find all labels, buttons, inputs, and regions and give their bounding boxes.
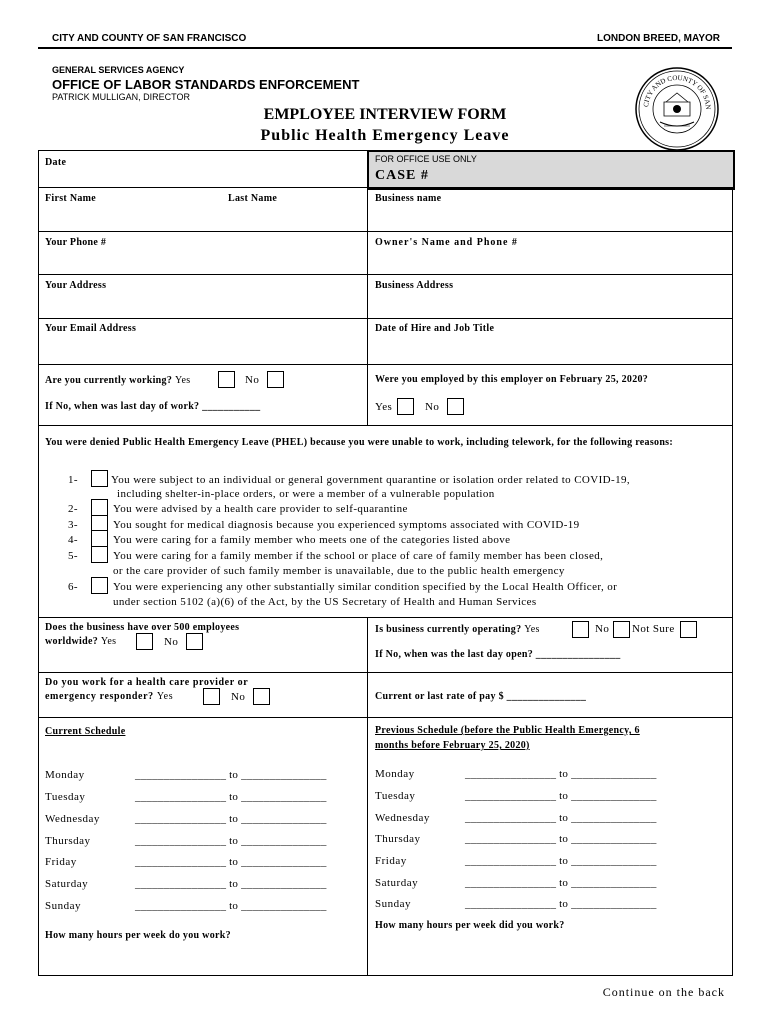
current-time-monday[interactable]: [135, 769, 327, 781]
end-time-blank: _______________: [241, 813, 327, 825]
to-label: to: [229, 791, 239, 803]
agency-name: GENERAL SERVICES AGENCY: [52, 65, 185, 75]
end-time-blank: _______________: [571, 855, 657, 867]
employees-yes-checkbox[interactable]: [136, 633, 153, 650]
end-time-blank: _______________: [241, 791, 327, 803]
reason-checkbox-2[interactable]: [91, 499, 108, 516]
employees-yes-label: Yes: [100, 636, 117, 647]
business-name-label: Business name: [375, 193, 442, 204]
start-time-blank: ________________: [465, 768, 557, 780]
employed-no-checkbox[interactable]: [447, 398, 464, 415]
table-mid-border-bottom: [367, 617, 368, 976]
previous-day-tuesday: Tuesday: [375, 790, 416, 802]
director-name: PATRICK MULLIGAN, DIRECTOR: [52, 92, 191, 102]
to-label: to: [559, 898, 569, 910]
previous-time-monday[interactable]: [465, 768, 657, 780]
hours-current-field[interactable]: [40, 946, 365, 972]
health-responder-text: emergency responder?: [45, 691, 154, 702]
row-divider: [38, 274, 733, 275]
reason-checkbox-5[interactable]: [91, 546, 108, 563]
operating-yes-checkbox[interactable]: [572, 621, 589, 638]
email-label: Your Email Address: [45, 323, 137, 334]
header-divider: [38, 47, 732, 49]
start-time-blank: ________________: [135, 878, 227, 890]
to-label: to: [559, 790, 569, 802]
to-label: to: [229, 835, 239, 847]
start-time-blank: ________________: [465, 877, 557, 889]
previous-time-tuesday[interactable]: [465, 790, 657, 802]
end-time-blank: _______________: [241, 769, 327, 781]
start-time-blank: ________________: [465, 812, 557, 824]
start-time-blank: ________________: [465, 898, 557, 910]
hire-field[interactable]: [370, 336, 730, 361]
to-label: to: [559, 833, 569, 845]
previous-day-monday: Monday: [375, 768, 415, 780]
row-divider: [38, 318, 733, 319]
previous-time-friday[interactable]: [465, 855, 657, 867]
employees-question: Does the business have over 500 employees: [45, 622, 240, 633]
operating-no-checkbox[interactable]: [613, 621, 630, 638]
employees-question-cont: [45, 636, 116, 647]
reason-text-3: You sought for medical diagnosis because you experienced symptoms associated with COVID-19: [113, 519, 580, 531]
reason-number-2: 2-: [68, 503, 78, 515]
current-day-monday: Monday: [45, 769, 85, 781]
end-time-blank: _______________: [571, 877, 657, 889]
current-day-sunday: Sunday: [45, 900, 81, 912]
last-day-worked: If No, when was last day of work? ___________: [45, 401, 261, 412]
owner-label: Owner's Name and Phone #: [375, 237, 518, 248]
current-day-friday: Friday: [45, 856, 77, 868]
reason-number-3: 3-: [68, 519, 78, 531]
start-time-blank: ________________: [465, 833, 557, 845]
end-time-blank: _______________: [241, 835, 327, 847]
phone-field[interactable]: [40, 250, 365, 272]
start-time-blank: ________________: [465, 790, 557, 802]
form-subtitle: Public Health Emergency Leave: [260, 127, 510, 144]
reason-text-6-cont: under section 5102 (a)(6) of the Act, by the US Secretary of Health and Human Services: [113, 596, 537, 608]
operating-no-label: No: [595, 623, 610, 635]
previous-day-saturday: Saturday: [375, 877, 419, 889]
end-time-blank: _______________: [241, 878, 327, 890]
business-address-label: Business Address: [375, 280, 454, 291]
reason-checkbox-4[interactable]: [91, 530, 108, 547]
reason-text-1-cont: including shelter-in-place orders, or were a member of a vulnerable population: [117, 488, 495, 500]
hours-previous-field[interactable]: [370, 936, 730, 972]
end-time-blank: _______________: [571, 790, 657, 802]
to-label: to: [229, 900, 239, 912]
row-divider: [38, 231, 733, 232]
previous-time-sunday[interactable]: [465, 898, 657, 910]
operating-yes-label: Yes: [524, 624, 540, 635]
reason-text-4: You were caring for a family member who meets one of the categories listed above: [113, 534, 511, 546]
working-yes-checkbox[interactable]: [218, 371, 235, 388]
current-time-friday[interactable]: [135, 856, 327, 868]
office-name: OFFICE OF LABOR STANDARDS ENFORCEMENT: [52, 77, 360, 92]
health-question: Do you work for a health care provider or: [45, 677, 249, 688]
previous-time-thursday[interactable]: [465, 833, 657, 845]
business-name-field[interactable]: [370, 206, 730, 228]
employees-worldwide-text: worldwide?: [45, 636, 98, 647]
continue-note: Continue on the back: [602, 985, 725, 999]
start-time-blank: ________________: [135, 791, 227, 803]
health-question-cont: [45, 691, 173, 702]
employees-no-checkbox[interactable]: [186, 633, 203, 650]
reason-text-5: You were caring for a family member if the school or place of care of family member has been closed,: [113, 550, 604, 562]
current-time-saturday[interactable]: [135, 878, 327, 890]
previous-day-sunday: Sunday: [375, 898, 411, 910]
row-divider: [38, 617, 733, 618]
reason-checkbox-1[interactable]: [91, 470, 108, 487]
case-number-label: CASE #: [375, 168, 429, 183]
employed-yes-checkbox[interactable]: [397, 398, 414, 415]
start-time-blank: ________________: [465, 855, 557, 867]
current-day-tuesday: Tuesday: [45, 791, 86, 803]
to-label: to: [559, 768, 569, 780]
working-no-checkbox[interactable]: [267, 371, 284, 388]
row-divider: [38, 187, 733, 188]
reason-text-6: You were experiencing any other substantially similar condition specified by the Local Health Officer, or: [113, 581, 618, 593]
hours-current-question: How many hours per week do you work?: [45, 930, 231, 941]
reason-text-2: You were advised by a health care provider to self-quarantine: [113, 503, 408, 515]
to-label: to: [559, 812, 569, 824]
current-schedule-title: Current Schedule: [45, 726, 126, 737]
employed-question: Were you employed by this employer on February 25, 2020?: [375, 374, 649, 385]
reason-number-5: 5-: [68, 550, 78, 562]
not-sure-label: Not Sure: [632, 623, 675, 635]
row-divider: [38, 425, 733, 426]
health-no-label: No: [231, 691, 246, 703]
last-day-open: If No, when was the last day open? ________________: [375, 649, 621, 660]
start-time-blank: ________________: [135, 813, 227, 825]
hours-previous-question: How many hours per week did you work?: [375, 920, 565, 931]
current-day-saturday: Saturday: [45, 878, 89, 890]
previous-time-wednesday[interactable]: [465, 812, 657, 824]
office-use-label: FOR OFFICE USE ONLY: [375, 154, 477, 164]
current-day-wednesday: Wednesday: [45, 813, 100, 825]
current-time-tuesday[interactable]: [135, 791, 327, 803]
health-yes-label: Yes: [156, 691, 174, 702]
reason-number-1: 1-: [68, 474, 78, 486]
operating-question: [375, 624, 540, 635]
to-label: to: [229, 878, 239, 890]
reason-number-4: 4-: [68, 534, 78, 546]
table-bottom-border: [38, 975, 733, 976]
form-title: EMPLOYEE INTERVIEW FORM: [263, 106, 507, 123]
start-time-blank: ________________: [135, 769, 227, 781]
date-label: Date: [45, 157, 67, 168]
to-label: to: [229, 813, 239, 825]
pay-rate: Current or last rate of pay $ _______________: [375, 691, 587, 702]
hire-label: Date of Hire and Job Title: [375, 323, 495, 334]
employed-no-label: No: [425, 401, 440, 413]
to-label: to: [229, 769, 239, 781]
first-name-label: First Name: [45, 193, 97, 204]
reason-text-5-cont: or the care provider of such family member is unavailable, due to the public health emergency: [113, 565, 565, 577]
working-yes-label: Yes: [174, 375, 191, 386]
previous-day-thursday: Thursday: [375, 833, 421, 845]
start-time-blank: ________________: [135, 856, 227, 868]
to-label: to: [559, 877, 569, 889]
previous-time-saturday[interactable]: [465, 877, 657, 889]
previous-day-friday: Friday: [375, 855, 407, 867]
row-divider: [38, 717, 733, 718]
phone-label: Your Phone #: [45, 237, 107, 248]
end-time-blank: _______________: [571, 768, 657, 780]
working-question: [45, 375, 190, 386]
end-time-blank: _______________: [571, 833, 657, 845]
row-divider: [38, 672, 733, 673]
health-yes-checkbox[interactable]: [203, 688, 220, 705]
current-time-sunday[interactable]: [135, 900, 327, 912]
date-field[interactable]: [40, 170, 365, 188]
not-sure-checkbox[interactable]: [680, 621, 697, 638]
email-field[interactable]: [40, 336, 365, 361]
svg-text:CITY AND COUNTY OF SAN FRANCIS: CITY AND COUNTY OF SAN: [642, 73, 713, 110]
operating-question-text: Is business currently operating?: [375, 624, 522, 635]
employed-yes-label: Yes: [375, 401, 393, 413]
end-time-blank: _______________: [241, 900, 327, 912]
health-no-checkbox[interactable]: [253, 688, 270, 705]
current-day-thursday: Thursday: [45, 835, 91, 847]
to-label: to: [229, 856, 239, 868]
name-field[interactable]: [40, 206, 365, 228]
reason-number-6: 6-: [68, 581, 78, 593]
start-time-blank: ________________: [135, 835, 227, 847]
owner-field[interactable]: [370, 250, 730, 272]
last-name-label: Last Name: [228, 193, 278, 204]
end-time-blank: _______________: [241, 856, 327, 868]
to-label: to: [559, 855, 569, 867]
reason-text-1: You were subject to an individual or general government quarantine or isolation order related to COVID-19,: [111, 474, 631, 486]
end-time-blank: _______________: [571, 898, 657, 910]
end-time-blank: _______________: [571, 812, 657, 824]
current-time-thursday[interactable]: [135, 835, 327, 847]
previous-day-wednesday: Wednesday: [375, 812, 430, 824]
previous-schedule-title-cont: months before February 25, 2020): [375, 740, 530, 751]
city-name: CITY AND COUNTY OF SAN FRANCISCO: [52, 33, 247, 44]
start-time-blank: ________________: [135, 900, 227, 912]
working-no-label: No: [245, 374, 260, 386]
current-time-wednesday[interactable]: [135, 813, 327, 825]
working-question-text: Are you currently working?: [45, 375, 173, 386]
reasons-intro: You were denied Public Health Emergency Leave (PHEL) because you were unable to work, including telework, for the following reasons:: [45, 437, 673, 448]
business-address-field[interactable]: [370, 293, 730, 315]
employees-no-label: No: [164, 636, 179, 648]
previous-schedule-title: Previous Schedule (before the Public Health Emergency, 6: [375, 725, 640, 736]
row-divider: [38, 364, 733, 365]
address-field[interactable]: [40, 293, 365, 315]
reason-checkbox-6[interactable]: [91, 577, 108, 594]
mayor-name: LONDON BREED, MAYOR: [597, 33, 720, 44]
table-mid-border-top: [367, 150, 368, 425]
address-label: Your Address: [45, 280, 107, 291]
